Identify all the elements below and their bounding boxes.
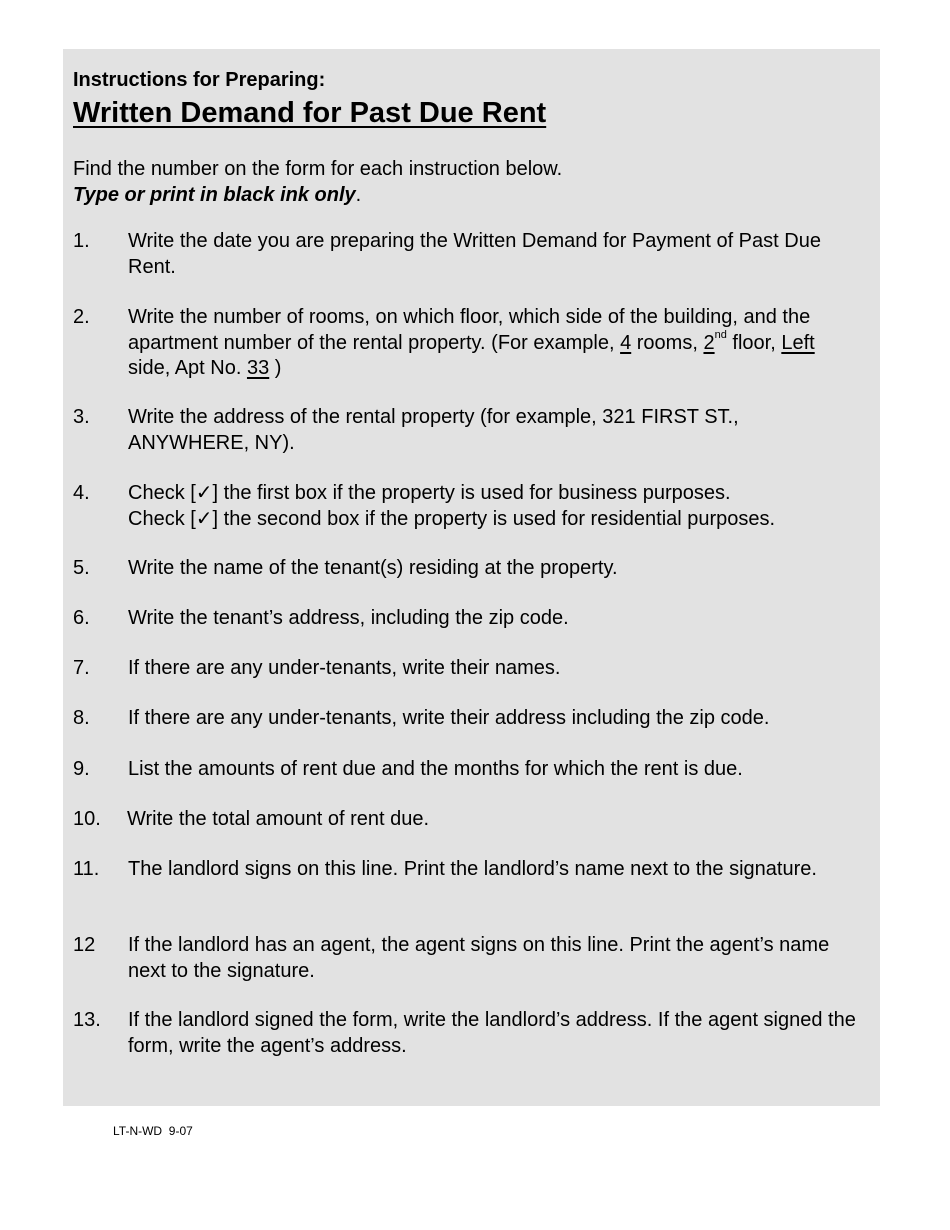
item-number: 9. [73, 758, 90, 780]
example-rooms: 4 [620, 331, 632, 354]
item-text: If there are any under-tenants, write their names. [128, 657, 561, 679]
item-number: 2. [73, 306, 90, 328]
item-text: If the landlord has an agent, the agent signs on this line. Print the agent’s name next to the signature. [128, 934, 830, 982]
example-floor: 2 [703, 331, 715, 354]
item-text-part: side, Apt No. [128, 357, 247, 379]
intro-text [73, 156, 562, 208]
item-number: 6. [73, 607, 90, 629]
example-floor-suffix: nd [714, 328, 727, 341]
item-number: 7. [73, 657, 90, 679]
item-text [128, 305, 858, 382]
item-number: 10. [73, 808, 101, 830]
item-text: List the amounts of rent due and the months for which the rent is due. [128, 758, 743, 780]
instructions-panel [63, 49, 880, 1106]
item-number: 1. [73, 230, 90, 252]
item-text: The landlord signs on this line. Print the landlord’s name next to the signature. [128, 858, 817, 880]
item-text [128, 481, 858, 532]
item-text: Write the date you are preparing the Written Demand for Payment of Past Due Rent. [128, 230, 821, 278]
item-text-part: floor, [726, 331, 782, 354]
item-number: 8. [73, 707, 90, 729]
item-text-part: ) [269, 357, 282, 379]
item-number: 12 [73, 934, 96, 956]
item-number: 11. [73, 858, 100, 880]
intro-line-2 [73, 182, 562, 208]
ink-instruction-end: . [355, 184, 362, 206]
instructions-kicker: Instructions for Preparing: [73, 69, 326, 91]
item-number: 4. [73, 482, 90, 504]
item-text: If the landlord signed the form, write the landlord’s address. If the agent signed the form, write the agent’s address. [128, 1009, 856, 1057]
example-side: Left [781, 331, 815, 354]
ink-instruction: Type or print in black ink only [73, 184, 356, 206]
business-check-line: Check [✓] the first box if the property is used for business purposes. [128, 482, 731, 504]
residential-check-line: Check [✓] the second box if the property is used for residential purposes. [128, 507, 776, 530]
form-code: LT-N-WD 9-07 [113, 1124, 193, 1138]
intro-line-1: Find the number on the form for each instruction below. [73, 158, 563, 180]
item-text: If there are any under-tenants, write their address including the zip code. [128, 707, 770, 729]
item-text: Write the tenant’s address, including the zip code. [128, 607, 569, 629]
item-text: Write the name of the tenant(s) residing at the property. [128, 557, 618, 579]
item-text: Write the address of the rental property (for example, 321 FIRST ST., ANYWHERE, NY). [128, 406, 739, 454]
item-number: 13. [73, 1009, 101, 1031]
page-title: Written Demand for Past Due Rent [73, 97, 547, 129]
item-number: 3. [73, 406, 90, 428]
item-text: Write the total amount of rent due. [127, 808, 430, 830]
item-number: 5. [73, 557, 90, 579]
example-apt: 33 [246, 357, 270, 379]
item-text-part: Write the number of rooms, on which floor, which side of the building, and the apartment number of the rental property. (For example, [128, 306, 811, 354]
item-text-part: rooms, [631, 331, 704, 354]
